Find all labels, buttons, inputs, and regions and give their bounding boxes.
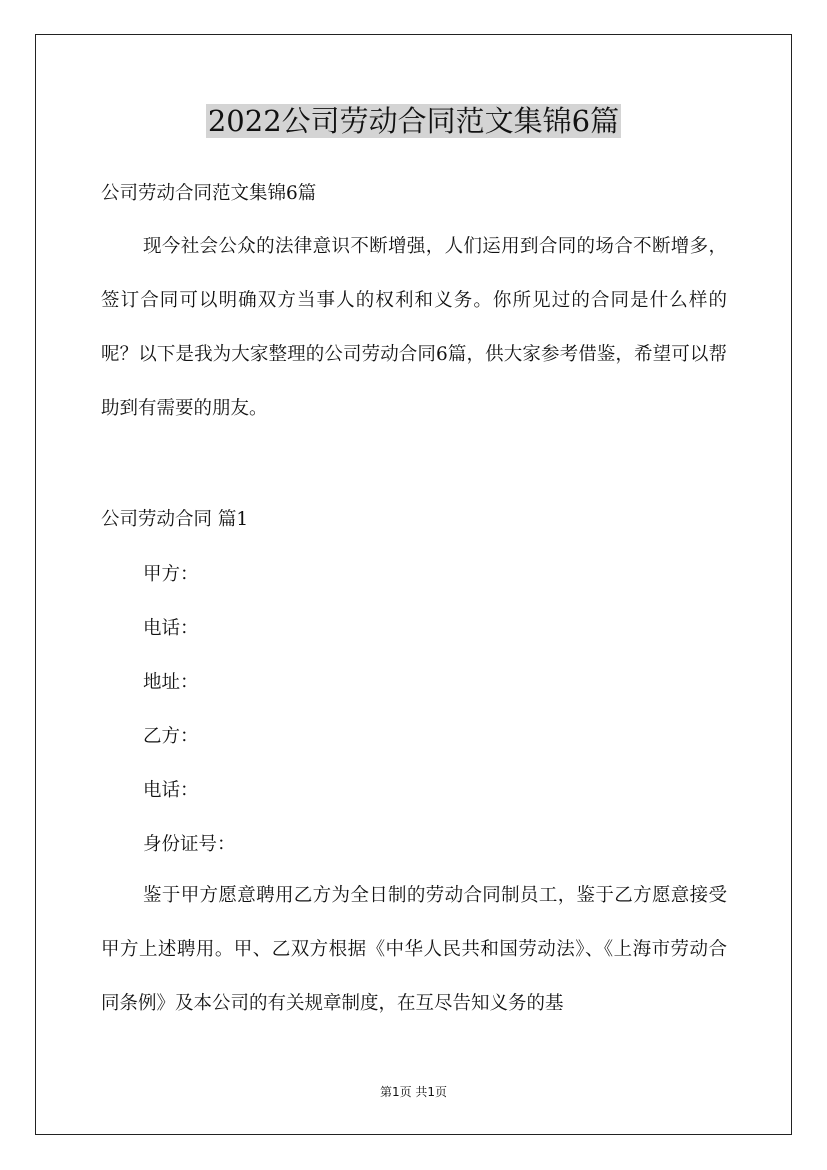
document-title: [0, 100, 827, 142]
document-title-text: 2022公司劳动合同范文集锦6篇: [207, 104, 620, 138]
phone-a-field: 电话：: [143, 618, 199, 639]
address-field: 地址：: [143, 672, 199, 693]
page-footer: 第1页 共1页: [379, 1085, 448, 1099]
party-a-field: 甲方：: [143, 564, 199, 585]
document-subtitle: 公司劳动合同范文集锦6篇: [101, 183, 317, 204]
body-paragraph: 鉴于甲方愿意聘用乙方为全日制的劳动合同制员工，鉴于乙方愿意接受甲方上述聘用。甲、乙双方根据《中华人民共和国劳动法》、《上海市劳动合同条例》及本公司的有关规章制度，在互尽告知义务的基: [101, 885, 727, 1014]
intro-paragraph: 现今社会公众的法律意识不断增强，人们运用到合同的场合不断增多，签订合同可以明确双方当事人的权利和义务。你所见过的合同是什么样的呢？以下是我为大家整理的公司劳动合同6篇，供大家参考借鉴，希望可以帮助到有需要的朋友。: [101, 236, 727, 419]
phone-b-field: 电话：: [143, 780, 199, 801]
section-heading: 公司劳动合同 篇1: [101, 509, 249, 530]
party-b-field: 乙方：: [143, 726, 199, 747]
id-number-field: 身份证号：: [143, 834, 236, 855]
